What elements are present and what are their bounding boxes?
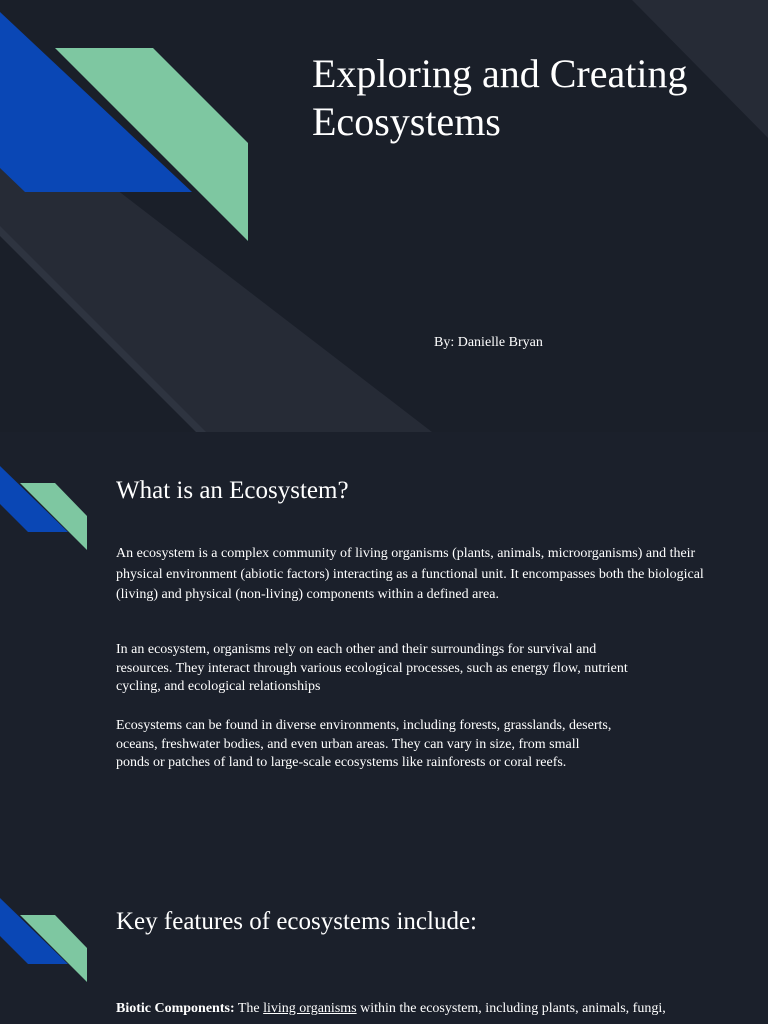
presentation-title: Exploring and Creating Ecosystems (312, 51, 688, 144)
paragraph-environments: Ecosystems can be found in diverse environments, including forests, grasslands, deserts, oceans, freshwater bodies, and even urban areas. They can vary in size, from small ponds or patches of land to large-scale ecosystems like rainforests or coral reefs. (116, 718, 612, 770)
living-organisms-link[interactable]: living organisms (263, 1001, 357, 1016)
key-features-slide (0, 864, 768, 1024)
slide-heading: Key features of ecosystems include: (116, 908, 477, 935)
paragraph-interactions: In an ecosystem, organisms rely on each other and their surroundings for survival and resources. They interact through various ecological processes, such as energy flow, nutrient cycling, and ecological relationships (116, 642, 628, 694)
what-is-ecosystem-slide (0, 432, 768, 864)
paragraph-biotic-components (116, 1000, 716, 1019)
biotic-label: Biotic Components: (116, 1001, 235, 1016)
slide-decoration (0, 864, 100, 994)
slide-heading: What is an Ecosystem? (116, 477, 349, 504)
title-slide (0, 0, 768, 432)
paragraph-definition: An ecosystem is a complex community of living organisms (plants, animals, microorganisms) and their physical environment (abiotic factors) interacting as a functional unit. It encompasses both the biological (living) and physical (non-living) components within a defined area. (116, 546, 704, 602)
biotic-text-after: within the ecosystem, including plants, animals, fungi, (356, 1001, 666, 1016)
author-line: By: Danielle Bryan (434, 335, 543, 350)
slide-decoration (0, 432, 100, 562)
biotic-text-before: The (234, 1001, 264, 1016)
